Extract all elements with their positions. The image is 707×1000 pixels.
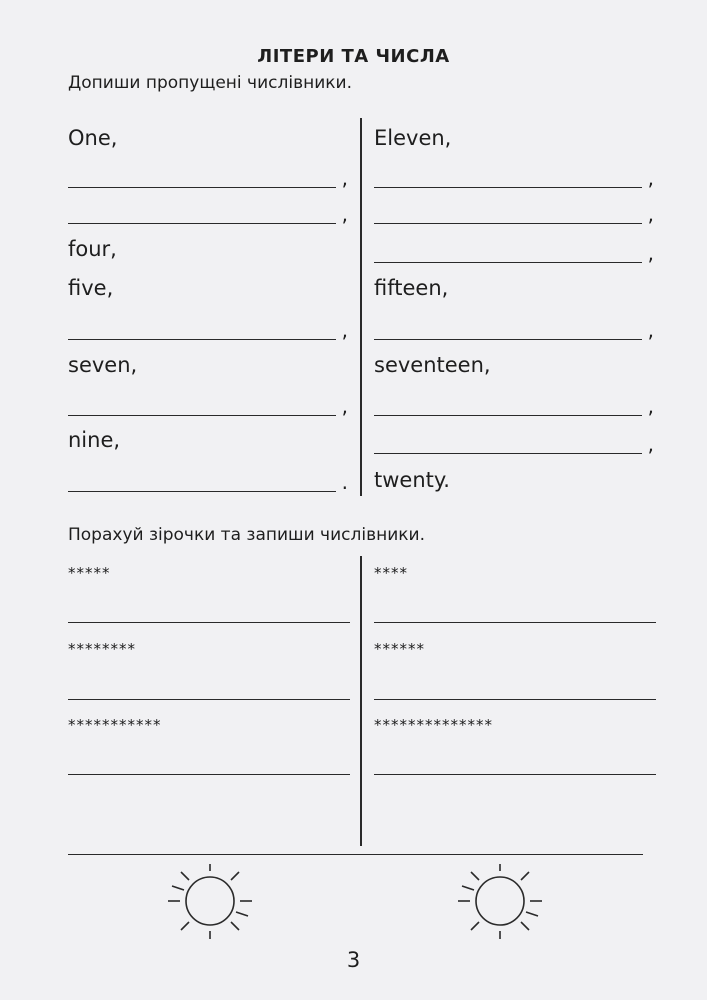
stars-group-left-1: ***** [68, 564, 111, 582]
left-blank-8[interactable] [68, 415, 336, 416]
stars-group-right-1: **** [374, 564, 408, 582]
left-punct-2: , [341, 166, 348, 190]
right-blank-2[interactable] [374, 187, 642, 188]
right-row-4[interactable] [374, 229, 656, 265]
right-blank-4[interactable] [374, 262, 642, 263]
left-punct-10: . [341, 470, 348, 494]
sun-icon-right [448, 862, 558, 942]
right-punct-3: , [647, 202, 654, 226]
answer-line-left-3[interactable] [68, 774, 350, 775]
right-row-9[interactable] [374, 420, 656, 456]
sun-icon-left [158, 862, 268, 942]
right-word-1: Eleven, [374, 126, 452, 150]
right-row-7 [374, 345, 656, 381]
stars-group-left-2: ******** [68, 640, 136, 658]
column-divider-top [360, 118, 362, 496]
left-punct-8: , [341, 394, 348, 418]
left-row-2[interactable] [68, 154, 350, 190]
right-punct-9: , [647, 432, 654, 456]
left-blank-2[interactable] [68, 187, 336, 188]
left-punct-6: , [341, 318, 348, 342]
left-row-7 [68, 345, 350, 381]
left-row-10[interactable] [68, 458, 350, 494]
left-blank-10[interactable] [68, 491, 336, 492]
right-row-10 [374, 460, 656, 496]
right-word-5: fifteen, [374, 276, 449, 300]
left-row-4 [68, 229, 350, 265]
left-row-9 [68, 420, 350, 456]
left-punct-3: , [341, 202, 348, 226]
right-word-7: seventeen, [374, 353, 491, 377]
right-blank-8[interactable] [374, 415, 642, 416]
right-punct-4: , [647, 241, 654, 265]
stars-group-right-3: ************** [374, 716, 493, 734]
answer-line-right-3[interactable] [374, 774, 656, 775]
left-row-3[interactable] [68, 190, 350, 226]
right-row-8[interactable] [374, 382, 656, 418]
answer-line-left-2[interactable] [68, 699, 350, 700]
answer-line-right-1[interactable] [374, 622, 656, 623]
right-row-1 [374, 118, 656, 154]
task2-instruction: Порахуй зірочки та запиши числівники. [68, 525, 425, 545]
left-word-7: seven, [68, 353, 138, 377]
right-punct-8: , [647, 394, 654, 418]
left-row-6[interactable] [68, 306, 350, 342]
stars-group-right-2: ****** [374, 640, 425, 658]
left-word-1: One, [68, 126, 118, 150]
page-number: 3 [346, 948, 361, 972]
answer-line-right-2[interactable] [374, 699, 656, 700]
right-row-3[interactable] [374, 190, 656, 226]
right-punct-2: , [647, 166, 654, 190]
left-row-1 [68, 118, 350, 154]
right-row-6[interactable] [374, 306, 656, 342]
task1-instruction: Допиши пропущені числівники. [68, 73, 352, 93]
left-word-5: five, [68, 276, 114, 300]
column-divider-bottom [360, 556, 362, 846]
page-title: ЛІТЕРИ ТА ЧИСЛА [257, 46, 450, 67]
left-blank-3[interactable] [68, 223, 336, 224]
right-punct-6: , [647, 318, 654, 342]
right-row-2[interactable] [374, 154, 656, 190]
left-word-4: four, [68, 237, 117, 261]
right-blank-6[interactable] [374, 339, 642, 340]
bottom-rule [68, 854, 643, 855]
right-word-10: twenty. [374, 468, 450, 492]
left-row-8[interactable] [68, 382, 350, 418]
right-blank-9[interactable] [374, 453, 642, 454]
right-blank-3[interactable] [374, 223, 642, 224]
left-row-5 [68, 268, 350, 304]
left-word-9: nine, [68, 428, 121, 452]
stars-group-left-3: *********** [68, 716, 162, 734]
left-blank-6[interactable] [68, 339, 336, 340]
answer-line-left-1[interactable] [68, 622, 350, 623]
right-row-5 [374, 268, 656, 304]
